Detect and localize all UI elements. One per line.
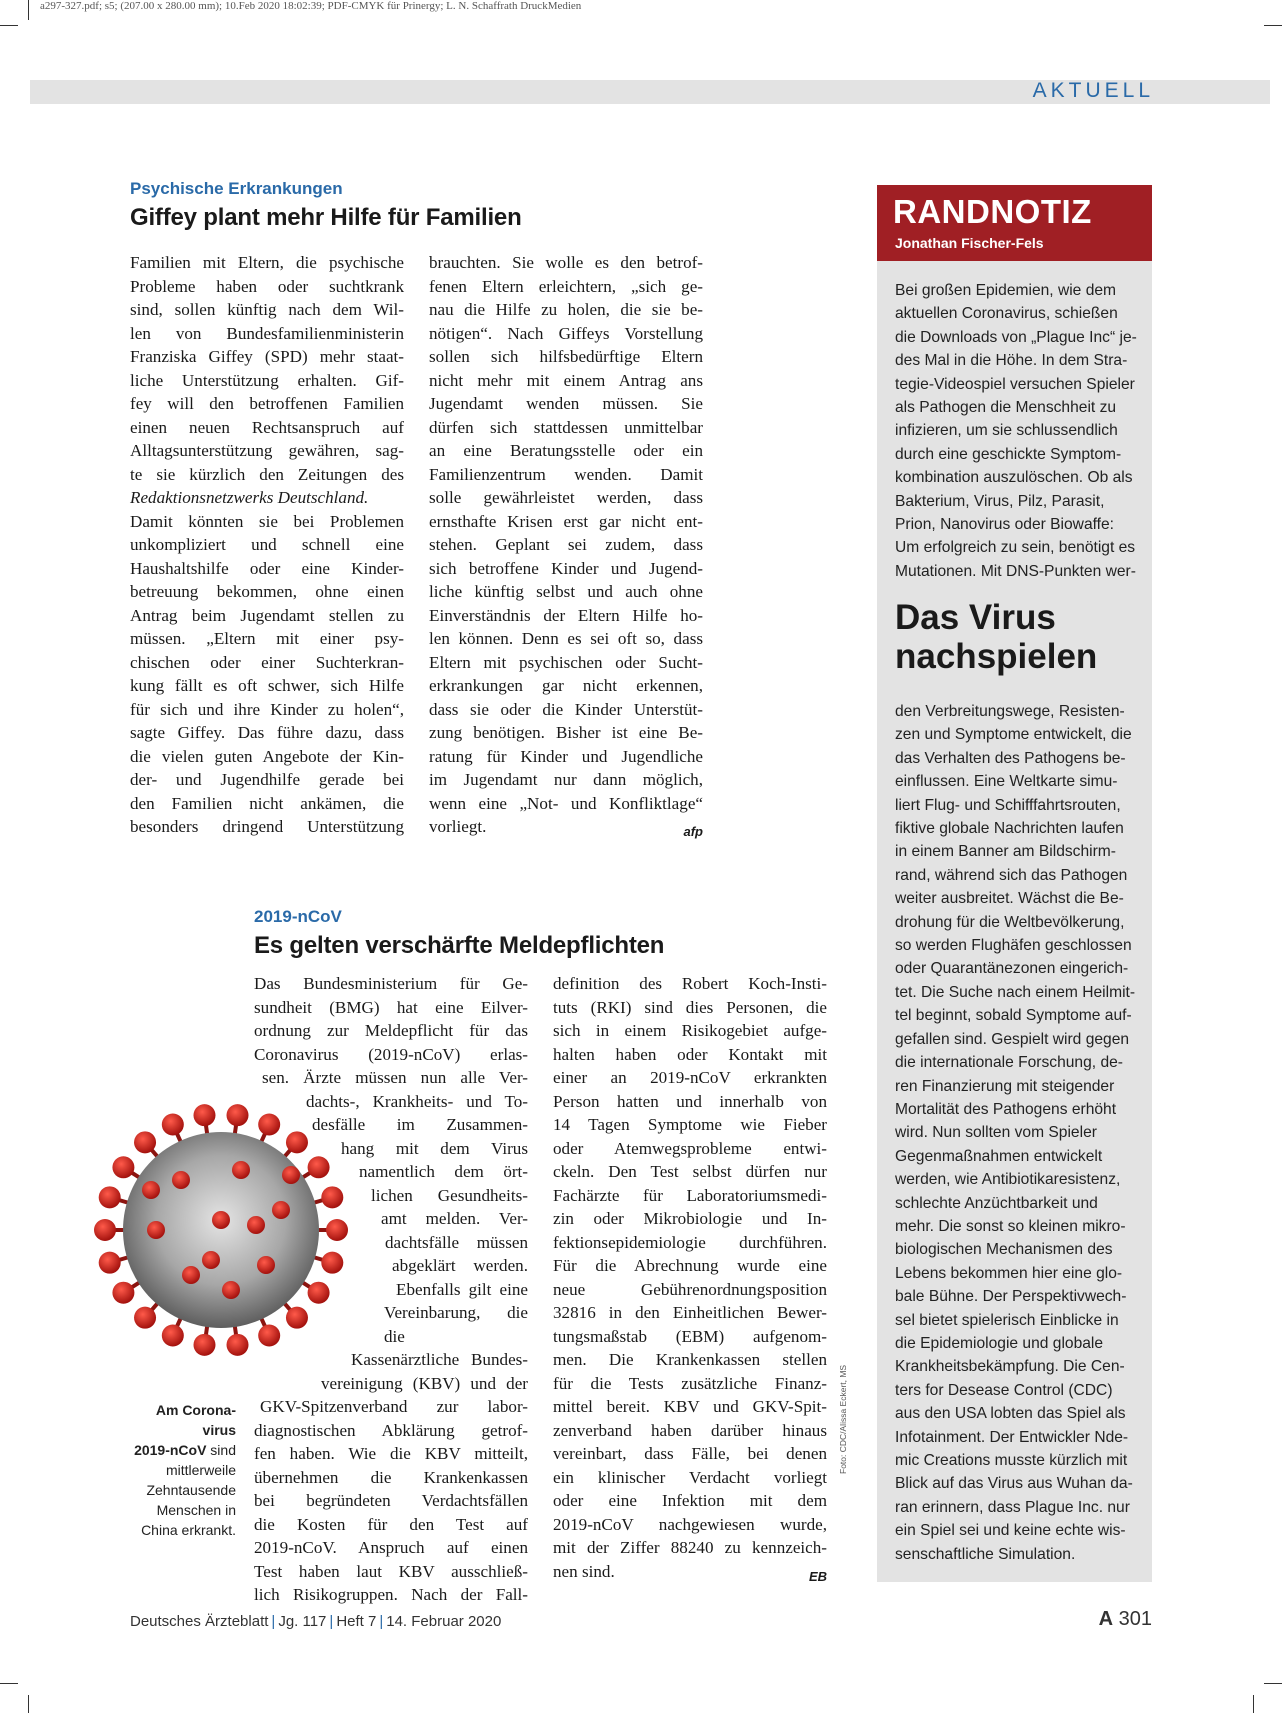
- crop-mark: [28, 1695, 29, 1713]
- text-line: einen neuen Rechtsanspruch auf: [130, 417, 404, 437]
- text-line: drohung für die Weltbevölkerung,: [895, 913, 1125, 931]
- text-line: die Kosten für den Test auf: [254, 1514, 528, 1534]
- page-footer: Deutsches Ärzteblatt | Jg. 117 | Heft 7 | 14. Februar 2020: [130, 1613, 502, 1630]
- text-line: mittlerweile: [165, 1462, 236, 1478]
- spike-protein: [202, 1251, 220, 1269]
- text-line: Jugendamt wenden müssen. Sie: [429, 394, 703, 413]
- spike-protein: [162, 1113, 184, 1135]
- spike-protein: [193, 1334, 215, 1356]
- text-line: einer an 2019-nCoV erkrankten: [553, 1068, 827, 1087]
- spike-protein: [112, 1156, 134, 1178]
- article2-headline: Es gelten verschärfte Meldepflichten: [254, 932, 665, 959]
- randnotiz-title: RANDNOTIZ: [893, 193, 1092, 230]
- spike-protein: [142, 1181, 160, 1199]
- article2-column-1: [254, 972, 528, 1607]
- text-line: die vielen guten Angebote der Kin-: [130, 746, 404, 766]
- text-line: den Verbreitungswege, Resisten-: [895, 703, 1125, 720]
- text-line: nötigen“. Nach Giffeys Vorstellung: [429, 323, 703, 343]
- text-line: im Jugendamt nur dann möglich,: [429, 770, 703, 789]
- text-line: weiter ausbreitet. Wächst die Be-: [895, 890, 1124, 908]
- text-line: mic Creations musste kürzlich mit: [895, 1452, 1128, 1469]
- text-line: Franziska Giffey (SPD) mehr staat-: [130, 347, 404, 366]
- text-line: GKV-Spitzenverband zur labor-: [260, 1397, 528, 1416]
- text-line: Infotainment. Der Entwickler Nde-: [895, 1428, 1129, 1446]
- text-line: ratung für Kinder und Jugendliche: [429, 746, 703, 766]
- text-line: infizieren, um sie schlussendlich: [895, 422, 1118, 440]
- text-line: China erkrankt.: [141, 1522, 236, 1538]
- article2-col1-text: [254, 972, 528, 1607]
- footer-volume: Jg. 117: [278, 1613, 327, 1630]
- text-line: Vereinbarung, die die: [384, 1303, 528, 1346]
- text-line: für sich und ihre Kinder zu holen“,: [130, 699, 404, 719]
- article1-italic-source: Redaktionsnetzwerks Deutschland.: [130, 488, 369, 507]
- text-line: oder Atemwegsprobleme entwi-: [553, 1138, 827, 1158]
- text-line: wenn eine „Not- und Konfliktlage“: [429, 793, 703, 813]
- text-line: sagte Giffey. Das führe dazu, dass: [130, 723, 404, 742]
- text-line: übernehmen die Krankenkassen: [254, 1467, 528, 1487]
- article2-column-2: [553, 972, 827, 1588]
- text-line: Am Corona-: [155, 1402, 236, 1418]
- spike-protein: [232, 1161, 250, 1179]
- text-line: definition des Robert Koch-Insti-: [553, 974, 827, 993]
- spike-protein: [227, 1334, 249, 1356]
- text-line: mit der Ziffer 88240 zu kennzeich-: [553, 1538, 827, 1557]
- text-line: biologischen Mechanismen des: [895, 1241, 1113, 1259]
- text-line: tungsmaßstab (EBM) aufgenom-: [553, 1326, 827, 1346]
- text-line: te sie kürzlich den Zeitungen des: [130, 464, 404, 484]
- text-line: stehen. Geplant sei zudem, dass: [429, 535, 703, 554]
- text-line: Das Bundesministerium für Ge-: [254, 974, 528, 993]
- text-line: nau die Hilfe zu holen, die sie be-: [429, 300, 703, 319]
- text-line: mehr. Die sonst so kleinen mikro-: [895, 1217, 1126, 1235]
- text-line: fenen Eltern erleichtern, „sich ge-: [429, 276, 703, 296]
- text-line: gefallen sind. Gespielt wird gegen: [895, 1030, 1130, 1048]
- text-line: Blick auf das Virus aus Wuhan da-: [895, 1475, 1133, 1493]
- spike-protein: [227, 1104, 249, 1126]
- spike-protein: [222, 1281, 240, 1299]
- text-line: ein Spiel sei und keine echte wis-: [895, 1522, 1126, 1540]
- text-line: bale Bühne. Der Perspektivwech-: [895, 1288, 1127, 1306]
- text-line: Coronavirus (2019-nCoV) erlas-: [254, 1044, 528, 1064]
- article1-last-line: vorliegt.: [429, 817, 487, 836]
- article2-kicker: 2019-nCoV: [254, 907, 342, 926]
- text-line: Um erfolgreich zu sein, benötigt es: [895, 539, 1136, 557]
- text-line: unkompliziert und schnell eine: [130, 535, 404, 554]
- text-line: zen und Symptome entwickelt, die: [895, 726, 1132, 744]
- text-line: die Downloads von „Plague Inc“ je-: [895, 328, 1137, 346]
- article1-col2-text: [429, 251, 703, 815]
- article1-kicker: Psychische Erkrankungen: [130, 179, 343, 198]
- text-line: ckeln. Den Test selbst dürfen nur: [553, 1162, 827, 1181]
- footer-date: 14. Februar 2020: [386, 1613, 502, 1630]
- text-line: lichen Gesundheits-: [371, 1185, 528, 1205]
- text-line: zung benötigen. Bisher ist eine Be-: [429, 723, 703, 742]
- text-line: sundheit (BMG) hat eine Eilver-: [254, 997, 528, 1017]
- caption-bold-lines: [128, 1400, 236, 1460]
- page-prefix: A: [1098, 1608, 1114, 1630]
- text-line: solle gewährleistet werden, dass: [429, 488, 703, 507]
- crop-mark: [0, 1683, 18, 1684]
- text-line: vereinbart, dass Fälle, bei denen: [553, 1444, 827, 1463]
- text-line: Antrag beim Jugendamt stellen zu: [130, 605, 404, 625]
- text-line: Fachärzte für Laboratoriumsmedi-: [553, 1185, 827, 1205]
- text-line: fey will den betroffenen Familien: [130, 394, 404, 413]
- caption-continuation: sind: [206, 1442, 236, 1458]
- crop-mark: [28, 0, 29, 20]
- text-line: 14 Tagen Symptome wie Fieber: [553, 1115, 827, 1134]
- text-line: Gegenmaßnahmen entwickelt: [895, 1147, 1103, 1165]
- text-line: des Mal in die Höhe. In dem Stra-: [895, 352, 1128, 370]
- randnotiz-body: [895, 700, 1140, 1566]
- text-line: Test haben laut KBV ausschließ-: [254, 1561, 528, 1581]
- footer-journal: Deutsches Ärzteblatt: [130, 1613, 269, 1630]
- image-caption: [128, 1400, 236, 1540]
- text-line: die internationale Forschung, de-: [895, 1054, 1123, 1072]
- photo-credit: Foto: CDC/Alissa Eckert, MS: [838, 1364, 848, 1474]
- text-line: den Familien nicht ankämen, die: [130, 793, 404, 813]
- text-line: Zehntausende: [146, 1482, 236, 1498]
- text-line: ran erinnern, dass Plague Inc. nur: [895, 1498, 1130, 1516]
- text-line: Familien mit Eltern, die psychische: [130, 253, 404, 272]
- text-line: liert Flug- und Schifffahrtsrouten,: [895, 796, 1121, 814]
- text-line: Bakterium, Virus, Pilz, Parasit,: [895, 492, 1105, 510]
- article2-signature: EB: [808, 1568, 827, 1584]
- text-line: virus: [202, 1422, 236, 1438]
- page-number-value: 301: [1118, 1608, 1152, 1630]
- article1-signature: afp: [683, 824, 703, 839]
- text-line: Kassenärztliche Bundes-: [351, 1350, 528, 1369]
- text-line: Einverständnis der Eltern Hilfe ho-: [429, 605, 703, 625]
- text-line: ein klinischer Verdacht vorliegt: [553, 1467, 827, 1487]
- text-line: liche künftig selbst und auch ohne: [429, 582, 703, 601]
- spike-protein: [193, 1104, 215, 1126]
- text-line: kung fällt es oft schwer, sich Hilfe: [130, 676, 404, 695]
- spike-protein: [212, 1211, 230, 1229]
- spike-protein: [162, 1325, 184, 1347]
- text-line: Krankheitsbekämpfung. Die Cen-: [895, 1358, 1125, 1376]
- spike-protein: [134, 1307, 156, 1329]
- text-line: einflussen. Eine Weltkarte simu-: [895, 773, 1118, 791]
- text-line: Mutationen. Mit DNS-Punkten wer-: [895, 562, 1136, 580]
- text-line: len von Bundesfamilienministerin: [130, 323, 404, 343]
- text-line: Damit könnten sie bei Problemen: [130, 511, 404, 531]
- randnotiz-headline: [895, 598, 1097, 676]
- text-line: Menschen in: [156, 1502, 236, 1518]
- text-line: dürfen sich stattdessen unmittelbar: [429, 417, 703, 437]
- text-line: ters for Desease Control (CDC): [895, 1381, 1113, 1399]
- text-line: aktuellen Coronavirus, schießen: [895, 305, 1118, 323]
- article1-column-2: [429, 251, 703, 844]
- text-line: sich betroffene Kinder und Jugend-: [429, 558, 703, 578]
- text-line: sollen sich hilfsbedürftige Eltern: [429, 347, 703, 366]
- print-slug-line: a297-327.pdf; s5; (207.00 x 280.00 mm); 10.Feb 2020 18:02:39; PDF-CMYK für Prinergy; L. N. Schaffrath DruckMedien: [40, 0, 582, 12]
- text-line: Das Virus: [895, 598, 1056, 637]
- text-line: tet. Die Suche nach einem Heilmit-: [895, 983, 1136, 1001]
- text-line: Für die Abrechnung wurde eine: [553, 1256, 827, 1275]
- text-line: in einem Banner am Bildschirm-: [895, 843, 1116, 861]
- text-line: tel beginnt, sobald Symptome auf-: [895, 1007, 1132, 1025]
- text-line: Lebens bekommen hier eine glo-: [895, 1264, 1123, 1282]
- text-line: 2019-nCoV sind: [134, 1442, 236, 1458]
- text-line: das Verhalten des Pathogens be-: [895, 749, 1126, 767]
- text-line: Bei großen Epidemien, wie dem: [895, 282, 1117, 299]
- randnotiz-author: Jonathan Fischer-Fels: [895, 235, 1044, 251]
- text-line: für die Tests zusätzliche Finanz-: [553, 1373, 827, 1393]
- randnotiz-intro: [895, 279, 1140, 583]
- spike-protein: [99, 1186, 121, 1208]
- text-line: Haushaltshilfe oder eine Kinder-: [130, 558, 404, 578]
- crop-mark: [0, 25, 18, 26]
- crop-mark: [1264, 1683, 1282, 1684]
- text-line: nachspielen: [895, 637, 1098, 676]
- text-line: dass sie oder die Kinder Unterstüt-: [429, 699, 703, 719]
- text-line: len können. Denn es sei oft so, dass: [429, 629, 703, 648]
- text-line: so werden Flughäfen geschlossen: [895, 937, 1132, 955]
- text-line: chischen oder einer Suchterkran-: [130, 652, 404, 672]
- text-line: vereinigung (KBV) und der: [321, 1373, 528, 1393]
- text-line: hang mit dem Virus: [341, 1138, 528, 1158]
- article2-col2-text: [553, 972, 827, 1560]
- text-line: dachts-, Krankheits- und To-: [306, 1091, 528, 1111]
- text-line: sen. Ärzte müssen nun alle Ver-: [262, 1068, 528, 1087]
- text-line: mittel bereit. KBV und GKV-Spit-: [553, 1397, 827, 1416]
- text-line: 32816 in den Einheitlichen Bewer-: [553, 1303, 827, 1322]
- spike-protein: [182, 1266, 200, 1284]
- article1-col1-text: [130, 251, 404, 486]
- text-line: betreuung bekommen, ohne einen: [130, 582, 404, 601]
- text-line: diagnostischen Abklärung getrof-: [254, 1420, 528, 1440]
- text-line: zin oder Mikrobiologie und In-: [553, 1209, 827, 1228]
- text-line: sind, sollen künftig nach dem Wil-: [130, 300, 404, 319]
- page-number: [1099, 1608, 1152, 1631]
- text-line: namentlich dem ört-: [359, 1162, 528, 1181]
- spike-protein: [134, 1131, 156, 1153]
- section-label: AKTUELL: [1032, 79, 1154, 102]
- article1-headline: Giffey plant mehr Hilfe für Familien: [130, 204, 522, 231]
- text-line: kombination auszulöschen. Ob als: [895, 469, 1133, 487]
- article1-column-1: [130, 251, 404, 839]
- text-line: durch eine geschickte Symptom-: [895, 445, 1122, 463]
- text-line: ren Finanzierung mit steigender: [895, 1077, 1115, 1095]
- text-line: Probleme haben oder suchtkrank: [130, 276, 404, 296]
- text-line: brauchten. Sie wolle es den betrof-: [429, 253, 703, 272]
- text-line: müssen. „Eltern mit einer psy-: [130, 629, 404, 648]
- text-line: besonders dringend Unterstützung: [130, 817, 404, 836]
- text-line: nicht mehr mit einem Antrag ans: [429, 370, 703, 390]
- spike-protein: [112, 1282, 134, 1304]
- text-line: liche Unterstützung erhalten. Gif-: [130, 370, 404, 390]
- text-line: Alltagsunterstützung gewähren, sag-: [130, 441, 404, 460]
- text-line: sich in einem Risikogebiet aufge-: [553, 1021, 827, 1040]
- article1-col1-text-b: [130, 510, 404, 839]
- crop-mark: [1264, 25, 1282, 26]
- text-line: neue Gebührenordnungsposition: [553, 1279, 827, 1299]
- text-line: Prion, Nanovirus oder Biowaffe:: [895, 516, 1115, 534]
- text-line: 2019-nCoV. Anspruch auf einen: [254, 1538, 528, 1557]
- text-line: oder eine Infektion mit dem: [553, 1491, 827, 1510]
- footer-issue: Heft 7: [336, 1613, 377, 1630]
- text-line: desfälle im Zusammen-: [312, 1115, 528, 1134]
- text-line: die Epidemiologie und globale: [895, 1334, 1104, 1352]
- crop-mark: [1253, 1695, 1254, 1713]
- spike-protein: [99, 1252, 121, 1274]
- text-line: tegie-Videospiel versuchen Spieler: [895, 375, 1135, 393]
- text-line: senschaftliche Simulation.: [895, 1545, 1076, 1563]
- text-line: men. Die Krankenkassen stellen: [553, 1350, 827, 1369]
- text-line: 2019-nCoV nachgewiesen wurde,: [553, 1514, 827, 1534]
- text-line: amt melden. Ver-: [381, 1209, 528, 1228]
- text-line: wird. Nun sollten vom Spieler: [895, 1124, 1097, 1142]
- spike-protein: [147, 1221, 165, 1239]
- text-line: oder Quarantänezonen eingerich-: [895, 960, 1129, 978]
- spike-protein: [172, 1171, 190, 1189]
- text-line: ordnung zur Meldepflicht für das: [254, 1021, 528, 1040]
- spike-protein: [94, 1219, 116, 1241]
- text-line: werden, wie Antibiotikaresistenz,: [895, 1171, 1121, 1189]
- text-line: fen haben. Wie die KBV mitteilt,: [254, 1444, 528, 1463]
- randnotiz-header: [877, 185, 1152, 261]
- text-line: ernsthafte Krisen erst gar nicht ent-: [429, 511, 703, 531]
- text-line: abgeklärt werden.: [392, 1256, 528, 1275]
- text-line: Person hatten und innerhalb von: [553, 1091, 827, 1111]
- text-line: Familienzentrum wenden. Damit: [429, 464, 703, 484]
- text-line: der- und Jugendhilfe gerade bei: [130, 770, 404, 789]
- text-line: rand, während sich das Pathogen: [895, 866, 1128, 884]
- text-line: als Pathogen die Menschheit zu: [895, 399, 1117, 417]
- text-line: tuts (RKI) sind dies Personen, die: [553, 997, 827, 1017]
- text-line: fektionsepidemiologie durchführen.: [553, 1232, 827, 1252]
- text-line: erkrankungen gar nicht erkennen,: [429, 676, 703, 695]
- text-line: sel bietet spielerisch Einblicke in: [895, 1311, 1119, 1329]
- text-line: Ebenfalls gilt eine: [396, 1279, 528, 1299]
- text-line: Eltern mit psychischen oder Sucht-: [429, 652, 703, 672]
- text-line: fiktive globale Nachrichten laufen: [895, 820, 1124, 838]
- text-line: aus den USA lobten das Spiel als: [895, 1405, 1126, 1423]
- text-line: dachtsfälle müssen: [385, 1232, 528, 1252]
- article2-last-line: nen sind.: [553, 1561, 615, 1581]
- text-line: Mortalität des Pathogens erhöht: [895, 1100, 1117, 1118]
- text-line: zenverband haben darüber hinaus: [553, 1420, 827, 1440]
- text-line: lich Risikogruppen. Nach der Fall-: [254, 1585, 528, 1604]
- text-line: an eine Beratungsstelle oder ein: [429, 441, 703, 460]
- text-line: bei begründeten Verdachtsfällen: [254, 1491, 528, 1510]
- caption-lines: [128, 1460, 236, 1540]
- text-line: schlechte Anzüchtbarkeit und: [895, 1194, 1098, 1212]
- text-line: halten haben oder Kontakt mit: [553, 1044, 827, 1064]
